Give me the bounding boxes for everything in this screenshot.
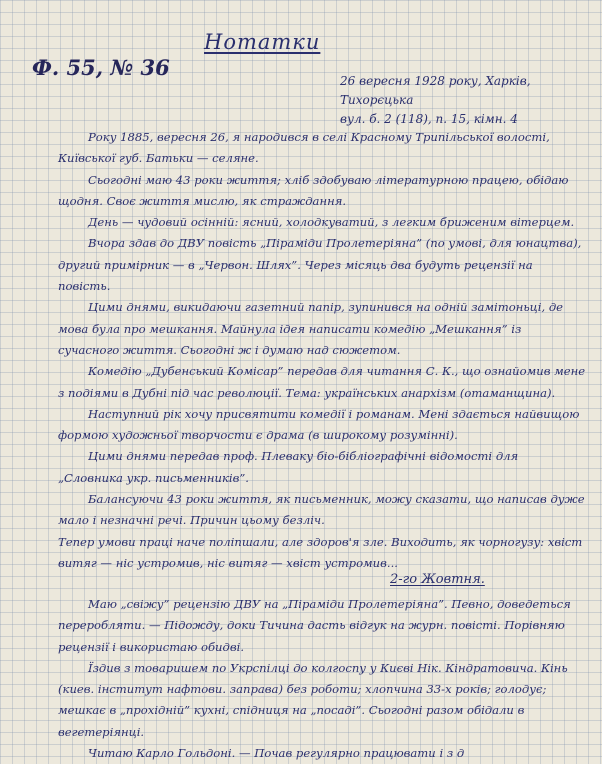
page-title: Нотатки [204, 30, 321, 54]
second-entry-date: 2-го Жовтня. [390, 572, 485, 587]
paragraph: Комедію „Дубенський Комісар” передав для читання С. К., що ознайомив мене з подіями в Дубні під час революції. Тема: українських анархізм (отаманщина). [58, 364, 586, 400]
paragraph: Наступний рік хочу присвятити комедії і романам. Мені здається найвищою формою художньої творчости є драма (в широкому розумінні). [58, 406, 580, 443]
paragraph: Вчора здав до ДВУ повість „Піраміди Пролетеріяна” (по умові, для юнацтва), другий примірник — в „Червон. Шлях”. Через місяць два будуть рецензії на повість. [58, 236, 582, 294]
paragraph: Року 1885, вересня 26, я народився в селі Красному Трипільської волості, Київської губ. Батьки — селяне. [58, 130, 550, 166]
paragraph: День — чудовий осінній: ясний, холодкуватий, з легким бриженим вітерцем. [88, 215, 575, 230]
diary-entry-1 [58, 127, 586, 574]
paragraph: Сьогодні маю 43 роки життя; хліб здобуваю літературною працею, обідаю щодня. Своє життя мислю, як страждання. [58, 172, 569, 208]
paragraph: Балансуючи 43 роки життя, як письменник, можу сказати, що написав дуже мало і незначні речі. Причин цьому безліч. [58, 492, 585, 528]
diary-entry-2 [58, 594, 586, 764]
archive-reference: Ф. 55, № 36 [32, 55, 170, 80]
paragraph: Маю „свіжу” рецензію ДВУ на „Піраміди Пролетеріяна”. Певно, доведеться переробляти. — Підожду, доки Тичина дасть відгук на журн. повісті. Порівняю рецензії і використаю обидві. [58, 597, 571, 654]
paragraph: Тепер умови праці наче поліпшали, але здоров'я зле. Виходить, як чорногузу: хвіст витяг — ніс устромив, ніс витяг — хвіст устромив... [58, 534, 583, 570]
paragraph: Їздив з товаришем по Укрспілці до колгоспу у Києві Нік. Кіндратовича. Кінь (киев. інститут нафтови. заправа) без роботи; хлопчина 33-х років; голодує; мешкає в „прохідній” кухні, спідниця на „посаді”. Сьогодні разом обідали в вегетеріянці. [58, 660, 568, 739]
paragraph: Цими днями, викидаючи газетний папір, зупинився на одній замітоньці, де мова була про мешкання. Майнула ідея написати комедію „Мешкання” із сучасного життя. Сьогодні ж і думаю над сюжетом. [58, 300, 564, 357]
entry-date-header [340, 72, 590, 129]
paragraph: Читаю Карло Гольдоні. — Почав регулярно працювати і з д [88, 746, 465, 761]
date-line-2: вул. б. 2 (118), п. 15, кімн. 4 [340, 112, 518, 126]
paragraph: Цими днями передав проф. Плеваку біо-бібліографічні відомості для „Словника укр. письменників”. [58, 449, 519, 485]
date-line-1: 26 вересня 1928 року, Харків, Тихорєцька [340, 74, 531, 107]
